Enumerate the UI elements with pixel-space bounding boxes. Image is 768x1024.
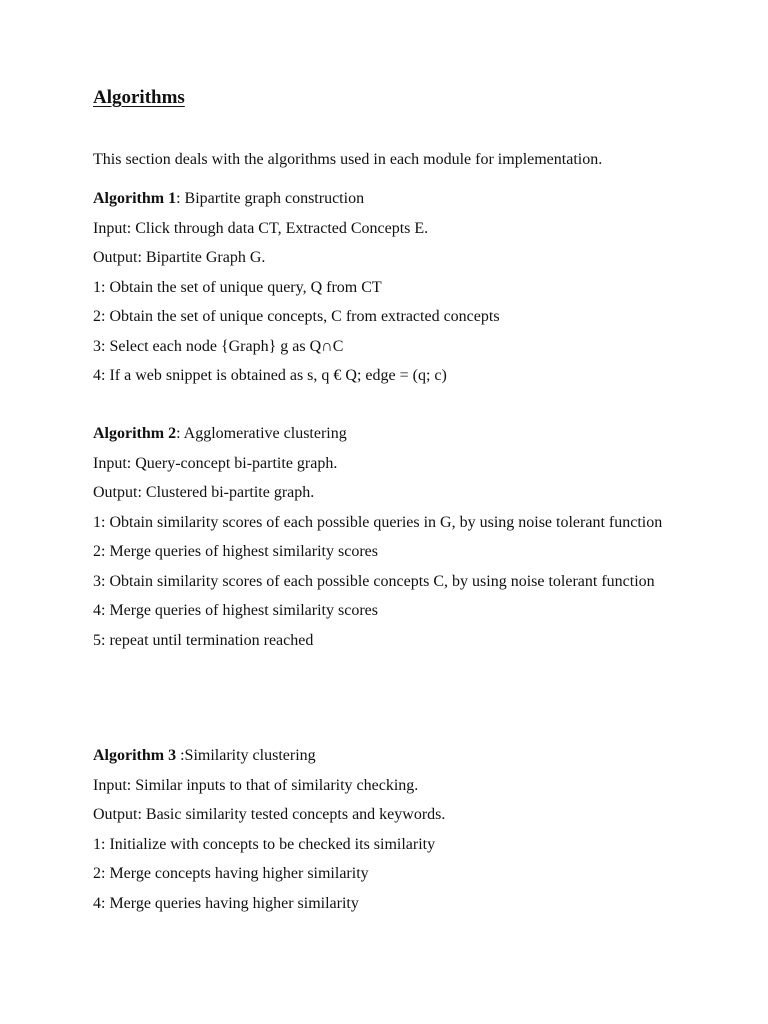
algorithm-2-name: : Agglomerative clustering xyxy=(176,425,347,442)
algorithm-3-line: 1: Initialize with concepts to be checked its similarity xyxy=(93,835,436,853)
page-title: Algorithms xyxy=(93,87,185,108)
algorithm-1-line: 1: Obtain the set of unique query, Q from CT xyxy=(93,278,382,296)
algorithm-2-line: 1: Obtain similarity scores of each possible queries in G, by using noise tolerant function xyxy=(93,513,663,531)
algorithm-3-line: Output: Basic similarity tested concepts and keywords. xyxy=(93,806,446,823)
algorithm-3-label: Algorithm 3 xyxy=(93,747,177,764)
document-page xyxy=(93,84,693,912)
algorithm-3-line: Input: Similar inputs to that of similarity checking. xyxy=(93,776,419,794)
algorithm-3-heading xyxy=(93,741,693,771)
algorithm-2-heading xyxy=(93,419,693,449)
algorithm-2-section xyxy=(93,419,693,655)
algorithm-2-line: Output: Clustered bi-partite graph. xyxy=(93,484,315,501)
algorithm-1-line: 2: Obtain the set of unique concepts, C from extracted concepts xyxy=(93,308,500,325)
algorithm-1-line: 4: If a web snippet is obtained as s, q € Q; edge = (q; c) xyxy=(93,367,447,384)
algorithm-2-label: Algorithm 2 xyxy=(93,425,177,442)
algorithm-3-name: :Similarity clustering xyxy=(176,747,316,764)
algorithm-1-line: Input: Click through data CT, Extracted Concepts E. xyxy=(93,219,429,237)
algorithm-2-line: 2: Merge queries of highest similarity scores xyxy=(93,543,378,560)
algorithm-3-line: 2: Merge concepts having higher similarity xyxy=(93,865,369,882)
intro-paragraph: This section deals with the algorithms used in each module for implementation. xyxy=(93,151,603,168)
algorithm-1-name: : Bipartite graph construction xyxy=(176,190,365,207)
algorithm-1-heading xyxy=(93,184,693,214)
algorithm-1-section xyxy=(93,184,693,391)
algorithm-2-line: 4: Merge queries of highest similarity scores xyxy=(93,602,378,619)
algorithm-2-line: Input: Query-concept bi-partite graph. xyxy=(93,454,338,472)
algorithm-1-label: Algorithm 1 xyxy=(93,190,177,207)
algorithm-3-section xyxy=(93,741,693,918)
algorithm-1-line: Output: Bipartite Graph G. xyxy=(93,249,266,266)
algorithm-1-line: 3: Select each node {Graph} g as Q∩C xyxy=(93,337,344,355)
algorithm-3-line: 4: Merge queries having higher similarity xyxy=(93,894,359,912)
algorithm-2-line: 5: repeat until termination reached xyxy=(93,631,314,649)
algorithm-2-line: 3: Obtain similarity scores of each possible concepts C, by using noise tolerant function xyxy=(93,572,655,590)
